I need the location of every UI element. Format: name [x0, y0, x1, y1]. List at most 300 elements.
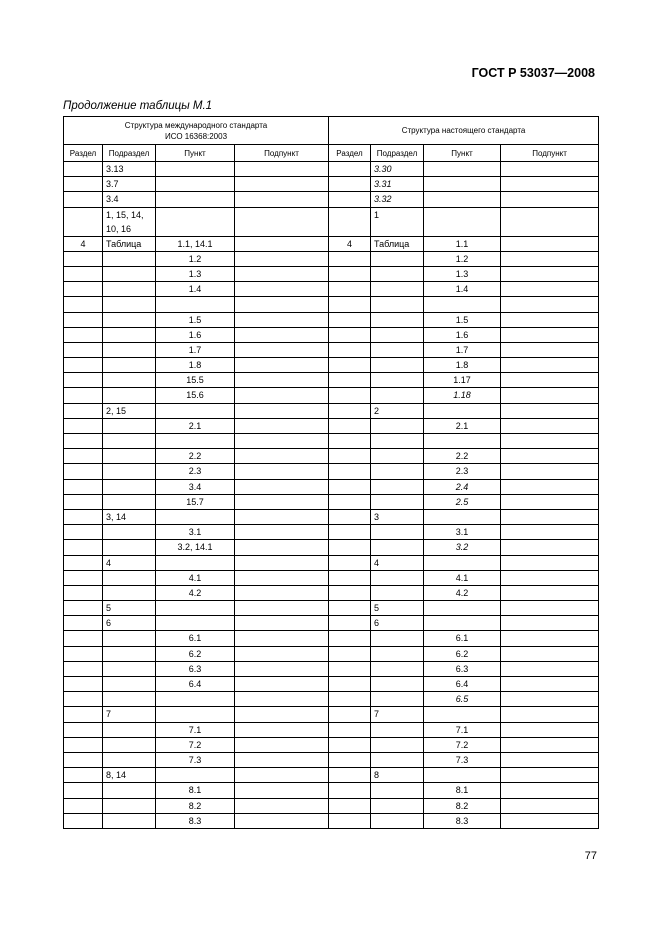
table-cell	[103, 783, 156, 798]
table-cell	[329, 358, 371, 373]
table-cell: 15.7	[156, 494, 235, 509]
table-row	[64, 434, 599, 449]
table-cell	[501, 342, 599, 357]
table-cell: 1.5	[424, 312, 501, 327]
table-cell	[329, 631, 371, 646]
table-cell	[329, 677, 371, 692]
table-cell	[235, 282, 329, 297]
table-cell: 2.2	[156, 449, 235, 464]
table-cell: 6.1	[424, 631, 501, 646]
table-cell	[501, 162, 599, 177]
table-row	[64, 494, 599, 509]
table-cell	[329, 177, 371, 192]
table-cell	[424, 297, 501, 312]
table-cell	[501, 251, 599, 266]
table-cell	[156, 403, 235, 418]
table-cell	[64, 494, 103, 509]
table-cell	[103, 540, 156, 555]
table-cell	[64, 540, 103, 555]
table-cell	[424, 509, 501, 524]
table-cell: 7	[103, 707, 156, 722]
table-cell: 3.4	[156, 479, 235, 494]
table-row	[64, 403, 599, 418]
table-cell: 3	[371, 509, 424, 524]
table-cell	[235, 661, 329, 676]
table-cell	[64, 297, 103, 312]
table-cell	[64, 312, 103, 327]
table-cell	[329, 707, 371, 722]
table-row	[64, 297, 599, 312]
table-cell	[424, 192, 501, 207]
table-cell	[64, 737, 103, 752]
table-cell	[235, 509, 329, 524]
table-row	[64, 570, 599, 585]
group-header-national	[329, 117, 599, 145]
table-cell	[64, 752, 103, 767]
table-cell	[501, 297, 599, 312]
table-cell: 2.4	[424, 479, 501, 494]
table-cell	[501, 783, 599, 798]
table-cell	[424, 434, 501, 449]
table-cell: 5	[103, 601, 156, 616]
table-cell	[64, 570, 103, 585]
table-cell: 8.2	[424, 798, 501, 813]
table-cell: 3.30	[371, 162, 424, 177]
table-cell	[371, 479, 424, 494]
table-cell	[501, 525, 599, 540]
table-cell	[235, 555, 329, 570]
table-cell	[329, 768, 371, 783]
table-cell: 1.4	[424, 282, 501, 297]
table-cell	[329, 342, 371, 357]
column-header: Подраздел	[103, 145, 156, 162]
table-cell	[235, 798, 329, 813]
table-cell: Таблица	[371, 236, 424, 251]
table-cell	[371, 327, 424, 342]
table-cell	[329, 601, 371, 616]
table-row	[64, 266, 599, 281]
table-cell	[329, 449, 371, 464]
table-cell	[329, 509, 371, 524]
table-cell: 2.2	[424, 449, 501, 464]
table-cell	[64, 601, 103, 616]
table-cell	[371, 358, 424, 373]
table-cell	[329, 783, 371, 798]
table-cell	[329, 327, 371, 342]
table-cell: 3.1	[156, 525, 235, 540]
table-cell	[371, 434, 424, 449]
table-cell	[501, 813, 599, 828]
table-cell	[103, 494, 156, 509]
table-cell	[64, 479, 103, 494]
table-cell	[329, 585, 371, 600]
table-cell: 6.4	[156, 677, 235, 692]
table-cell	[329, 737, 371, 752]
table-cell	[64, 373, 103, 388]
table-cell	[501, 192, 599, 207]
table-cell: 1.6	[156, 327, 235, 342]
table-cell	[103, 737, 156, 752]
table-cell: 7.2	[156, 737, 235, 752]
table-row	[64, 677, 599, 692]
table-cell	[501, 449, 599, 464]
table-cell	[235, 266, 329, 281]
table-row	[64, 585, 599, 600]
table-row	[64, 601, 599, 616]
table-cell	[501, 661, 599, 676]
table-cell: 7.3	[156, 752, 235, 767]
page-number: 77	[584, 850, 597, 862]
table-cell: 8.1	[156, 783, 235, 798]
table-cell	[64, 464, 103, 479]
table-cell: 1.4	[156, 282, 235, 297]
table-cell	[64, 631, 103, 646]
table-cell	[501, 236, 599, 251]
table-cell	[64, 616, 103, 631]
table-body	[64, 162, 599, 829]
table-cell	[371, 798, 424, 813]
table-cell	[235, 207, 329, 236]
table-cell	[501, 434, 599, 449]
table-row	[64, 177, 599, 192]
table-cell	[235, 312, 329, 327]
table-cell	[64, 707, 103, 722]
table-cell	[64, 358, 103, 373]
table-cell	[371, 646, 424, 661]
table-cell	[103, 813, 156, 828]
table-cell: 2.3	[156, 464, 235, 479]
table-cell	[64, 692, 103, 707]
table-cell: 3.31	[371, 177, 424, 192]
table-cell: 1.7	[156, 342, 235, 357]
table-cell	[235, 540, 329, 555]
table-cell	[424, 707, 501, 722]
table-cell: 1.7	[424, 342, 501, 357]
table-cell	[371, 570, 424, 585]
table-cell	[103, 661, 156, 676]
table-row	[64, 418, 599, 433]
table-cell	[501, 555, 599, 570]
table-cell: 1, 15, 14, 10, 16	[103, 207, 156, 236]
table-cell: 4.2	[424, 585, 501, 600]
table-cell	[156, 434, 235, 449]
table-cell	[329, 434, 371, 449]
table-cell	[235, 646, 329, 661]
table-row	[64, 373, 599, 388]
table-cell: 2.5	[424, 494, 501, 509]
table-cell: 1.2	[156, 251, 235, 266]
table-cell	[64, 646, 103, 661]
table-cell: 8.3	[424, 813, 501, 828]
column-header: Раздел	[329, 145, 371, 162]
table-cell	[103, 327, 156, 342]
table-cell	[371, 540, 424, 555]
table-cell	[156, 768, 235, 783]
table-cell	[501, 509, 599, 524]
table-cell	[371, 631, 424, 646]
table-cell	[329, 752, 371, 767]
table-cell: 3.4	[103, 192, 156, 207]
table-cell	[103, 358, 156, 373]
table-cell: 1.5	[156, 312, 235, 327]
table-cell: 7	[371, 707, 424, 722]
table-cell: 7.1	[156, 722, 235, 737]
table-cell	[103, 525, 156, 540]
table-cell	[424, 616, 501, 631]
table-cell: 4.1	[424, 570, 501, 585]
table-cell	[424, 768, 501, 783]
table-cell	[371, 418, 424, 433]
table-cell	[329, 373, 371, 388]
table-row	[64, 236, 599, 251]
table-cell	[329, 403, 371, 418]
table-cell	[371, 783, 424, 798]
table-cell	[103, 752, 156, 767]
table-cell	[235, 251, 329, 266]
table-cell	[501, 722, 599, 737]
table-cell	[371, 722, 424, 737]
table-cell	[103, 464, 156, 479]
table-cell	[501, 752, 599, 767]
table-cell	[64, 722, 103, 737]
table-cell	[64, 418, 103, 433]
table-cell	[501, 388, 599, 403]
table-cell	[64, 327, 103, 342]
table-cell	[329, 479, 371, 494]
table-cell: 1.3	[156, 266, 235, 281]
table-row	[64, 464, 599, 479]
table-cell	[501, 677, 599, 692]
table-cell: 3, 14	[103, 509, 156, 524]
table-cell	[235, 601, 329, 616]
table-cell	[371, 251, 424, 266]
table-cell	[156, 509, 235, 524]
table-cell	[156, 177, 235, 192]
table-cell	[235, 707, 329, 722]
table-row	[64, 525, 599, 540]
table-cell	[64, 266, 103, 281]
table-cell	[156, 192, 235, 207]
table-cell	[371, 266, 424, 281]
table-cell	[103, 373, 156, 388]
table-cell	[371, 585, 424, 600]
table-row	[64, 388, 599, 403]
column-header: Подпункт	[501, 145, 599, 162]
table-cell	[371, 692, 424, 707]
table-row	[64, 661, 599, 676]
table-cell: 4.1	[156, 570, 235, 585]
table-cell	[371, 813, 424, 828]
table-cell: 2	[371, 403, 424, 418]
table-cell: 6.4	[424, 677, 501, 692]
column-header: Подпункт	[235, 145, 329, 162]
table-cell	[501, 707, 599, 722]
table-cell	[156, 555, 235, 570]
table-cell	[371, 297, 424, 312]
table-row	[64, 251, 599, 266]
table-cell	[501, 616, 599, 631]
table-cell	[64, 525, 103, 540]
table-cell	[329, 570, 371, 585]
table-cell	[501, 373, 599, 388]
table-cell	[501, 692, 599, 707]
table-cell	[64, 282, 103, 297]
table-cell	[501, 494, 599, 509]
table-cell	[235, 479, 329, 494]
table-cell	[329, 798, 371, 813]
table-cell	[103, 312, 156, 327]
table-cell	[501, 418, 599, 433]
table-row	[64, 282, 599, 297]
table-cell: 7.3	[424, 752, 501, 767]
table-cell	[371, 449, 424, 464]
table-cell	[501, 403, 599, 418]
table-row	[64, 707, 599, 722]
table-cell	[235, 236, 329, 251]
column-header: Подраздел	[371, 145, 424, 162]
column-header: Раздел	[64, 145, 103, 162]
table-cell	[103, 266, 156, 281]
table-cell	[371, 342, 424, 357]
table-cell: 15.5	[156, 373, 235, 388]
table-row	[64, 192, 599, 207]
table-cell: 8	[371, 768, 424, 783]
table-cell	[235, 768, 329, 783]
table-row	[64, 752, 599, 767]
table-cell	[64, 585, 103, 600]
table-cell	[371, 661, 424, 676]
table-cell: 6.1	[156, 631, 235, 646]
table-cell	[235, 449, 329, 464]
table-row	[64, 342, 599, 357]
table-cell: 1.3	[424, 266, 501, 281]
table-row	[64, 646, 599, 661]
table-cell	[103, 449, 156, 464]
table-row	[64, 509, 599, 524]
table-cell	[235, 388, 329, 403]
table-cell	[424, 403, 501, 418]
table-cell: 8, 14	[103, 768, 156, 783]
document-code: ГОСТ Р 53037—2008	[471, 66, 595, 80]
table-cell: 8.3	[156, 813, 235, 828]
table-cell	[235, 631, 329, 646]
table-cell	[64, 798, 103, 813]
table-cell	[103, 585, 156, 600]
table-cell	[103, 722, 156, 737]
table-cell	[501, 327, 599, 342]
table-cell	[64, 192, 103, 207]
table-row	[64, 312, 599, 327]
table-cell	[424, 177, 501, 192]
table-cell	[235, 570, 329, 585]
table-row	[64, 616, 599, 631]
table-cell	[235, 692, 329, 707]
table-cell	[371, 312, 424, 327]
table-cell: 1.18	[424, 388, 501, 403]
table-cell	[103, 282, 156, 297]
table-cell	[235, 373, 329, 388]
table-cell	[371, 282, 424, 297]
table-row	[64, 768, 599, 783]
table-cell	[501, 312, 599, 327]
group-header-international-title: Структура международного стандарта	[124, 120, 268, 130]
table-cell	[329, 464, 371, 479]
table-cell	[156, 616, 235, 631]
table-cell	[103, 677, 156, 692]
table-cell	[329, 813, 371, 828]
table-cell	[64, 813, 103, 828]
table-row	[64, 479, 599, 494]
table-cell	[64, 434, 103, 449]
table-cell	[64, 661, 103, 676]
table-cell	[329, 540, 371, 555]
table-cell: 6.2	[156, 646, 235, 661]
group-header-international-subtitle: ИСО 16368:2003	[164, 131, 228, 141]
column-header: Пункт	[156, 145, 235, 162]
table-cell	[235, 418, 329, 433]
table-cell	[64, 388, 103, 403]
table-cell: 1.2	[424, 251, 501, 266]
table-cell: 2, 15	[103, 403, 156, 418]
table-cell	[235, 342, 329, 357]
table-cell	[235, 813, 329, 828]
table-cell	[64, 251, 103, 266]
table-cell	[156, 207, 235, 236]
table-cell: 6	[371, 616, 424, 631]
table-cell: 7.2	[424, 737, 501, 752]
table-cell	[501, 768, 599, 783]
table-cell: 3.13	[103, 162, 156, 177]
table-cell	[371, 677, 424, 692]
table-cell: 3.32	[371, 192, 424, 207]
table-cell: 1.8	[156, 358, 235, 373]
table-row	[64, 449, 599, 464]
table-cell	[235, 677, 329, 692]
table-cell	[501, 646, 599, 661]
table-cell	[64, 449, 103, 464]
table-cell	[235, 616, 329, 631]
table-cell	[103, 646, 156, 661]
table-cell	[501, 177, 599, 192]
table-cell	[501, 798, 599, 813]
table-row	[64, 813, 599, 828]
table-cell	[329, 722, 371, 737]
table-cell	[156, 707, 235, 722]
table-cell	[501, 631, 599, 646]
table-cell	[329, 162, 371, 177]
table-row	[64, 722, 599, 737]
table-cell: 1.1	[424, 236, 501, 251]
table-cell: 6.5	[424, 692, 501, 707]
table-cell	[103, 692, 156, 707]
table-row	[64, 631, 599, 646]
table-cell	[235, 752, 329, 767]
table-cell	[371, 388, 424, 403]
table-cell	[235, 192, 329, 207]
table-cell	[235, 177, 329, 192]
table-row	[64, 692, 599, 707]
table-cell: 8.1	[424, 783, 501, 798]
table-row	[64, 162, 599, 177]
table-cell: 3.1	[424, 525, 501, 540]
table-cell	[329, 297, 371, 312]
table-cell	[103, 388, 156, 403]
table-cell: 2.1	[424, 418, 501, 433]
table-cell	[329, 661, 371, 676]
table-cell	[103, 479, 156, 494]
table-cell	[329, 282, 371, 297]
table-cell	[501, 358, 599, 373]
